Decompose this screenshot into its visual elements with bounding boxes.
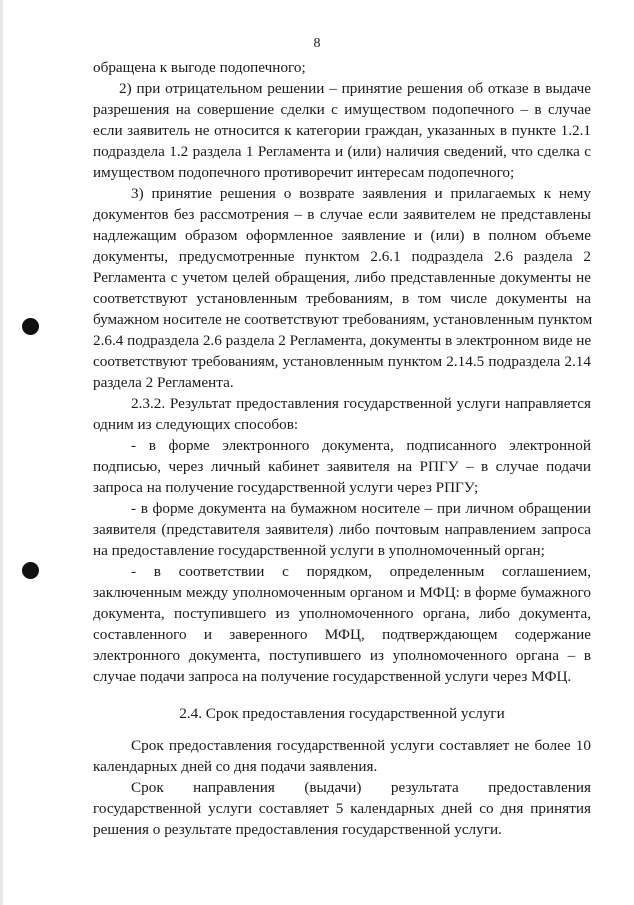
scan-edge [0,0,3,905]
text-line: 2) при отрицательном решении – принятие решения об отказе в выдаче [119,80,591,97]
text-line: на предоставление государственной услуги в уполномоченный орган; [93,542,545,559]
text-line: государственной услуги составляет 5 календарных дней со дня принятия [93,800,591,817]
text-line: документа, поступившего из уполномоченного органа, либо документа, [93,605,591,622]
text-line: Регламента с учетом целей обращения, либо представленные документы не [93,269,591,286]
text-line: Срок предоставления государственной услуги составляет не более 10 [131,737,591,754]
text-line: надлежащим образом оформленное заявление и (или) в полном объеме [93,227,591,244]
text-line: - в форме электронного документа, подписанного электронной [131,437,591,454]
text-line: запроса на получение государственной услуги через РПГУ; [93,479,479,496]
text-line: одним из следующих способов: [93,416,299,433]
text-line: календарных дней со дня подачи заявления. [93,758,378,775]
text-line: подраздела 1.2 раздела 1 Регламента и (или) наличия сведений, что сделка с [93,143,591,160]
text-line: Срок направления (выдачи) результата предоставления [131,779,591,796]
text-line: решения о результате предоставления государственной услуги. [93,821,502,838]
text-line: обращена к выгоде подопечного; [93,59,306,76]
text-line: электронного документа, поступившего из уполномоченного органа – в [93,647,591,664]
section-heading: 2.4. Срок предоставления государственной услуги [179,705,505,722]
text-line: 2.6.4 подраздела 2.6 раздела 2 Регламента, документы в электронном виде не [93,332,592,349]
text-line: бумажном носителе не соответствуют требованиям, установленным пунктом [93,311,593,328]
text-line: заявителя (представителя заявителя) либо почтовым направлением запроса [93,521,591,538]
text-line: имуществом подопечного противоречит интересам подопечного; [93,164,515,181]
text-line: случае подачи запроса на получение государственной услуги через МФЦ. [93,668,572,685]
text-line: составленного и заверенного МФЦ, подтверждающем содержание [93,626,591,643]
text-line: соответствуют требованиям, установленным пунктом 2.14.5 подраздела 2.14 [93,353,591,370]
punch-hole [22,318,39,335]
page-number: 8 [313,36,321,51]
text-line: 2.3.2. Результат предоставления государственной услуги направляется [131,395,591,412]
text-line: документов без рассмотрения – в случае если заявителем не представлены [93,206,591,223]
text-line: разрешения на совершение сделки с имуществом подопечного – в случае [93,101,591,118]
text-line: 3) принятие решения о возврате заявления и прилагаемых к нему [131,185,591,202]
text-line: подписью, через личный кабинет заявителя на РПГУ – в случае подачи [93,458,591,475]
text-line: если заявитель не относится к категории граждан, указанных в пункте 1.2.1 [93,122,591,139]
text-line: соответствуют установленным требованиям, в том числе документы на [93,290,591,307]
text-line: документы, предусмотренные пунктом 2.6.1 подраздела 2.6 раздела 2 [93,248,591,265]
text-line: - в соответствии с порядком, определенным соглашением, [131,563,591,580]
text-line: - в форме документа на бумажном носителе – при личном обращении [131,500,591,517]
text-line: раздела 2 Регламента. [93,374,234,391]
text-line: заключенным между уполномоченным органом и МФЦ: в форме бумажного [93,584,591,601]
punch-hole [22,562,39,579]
